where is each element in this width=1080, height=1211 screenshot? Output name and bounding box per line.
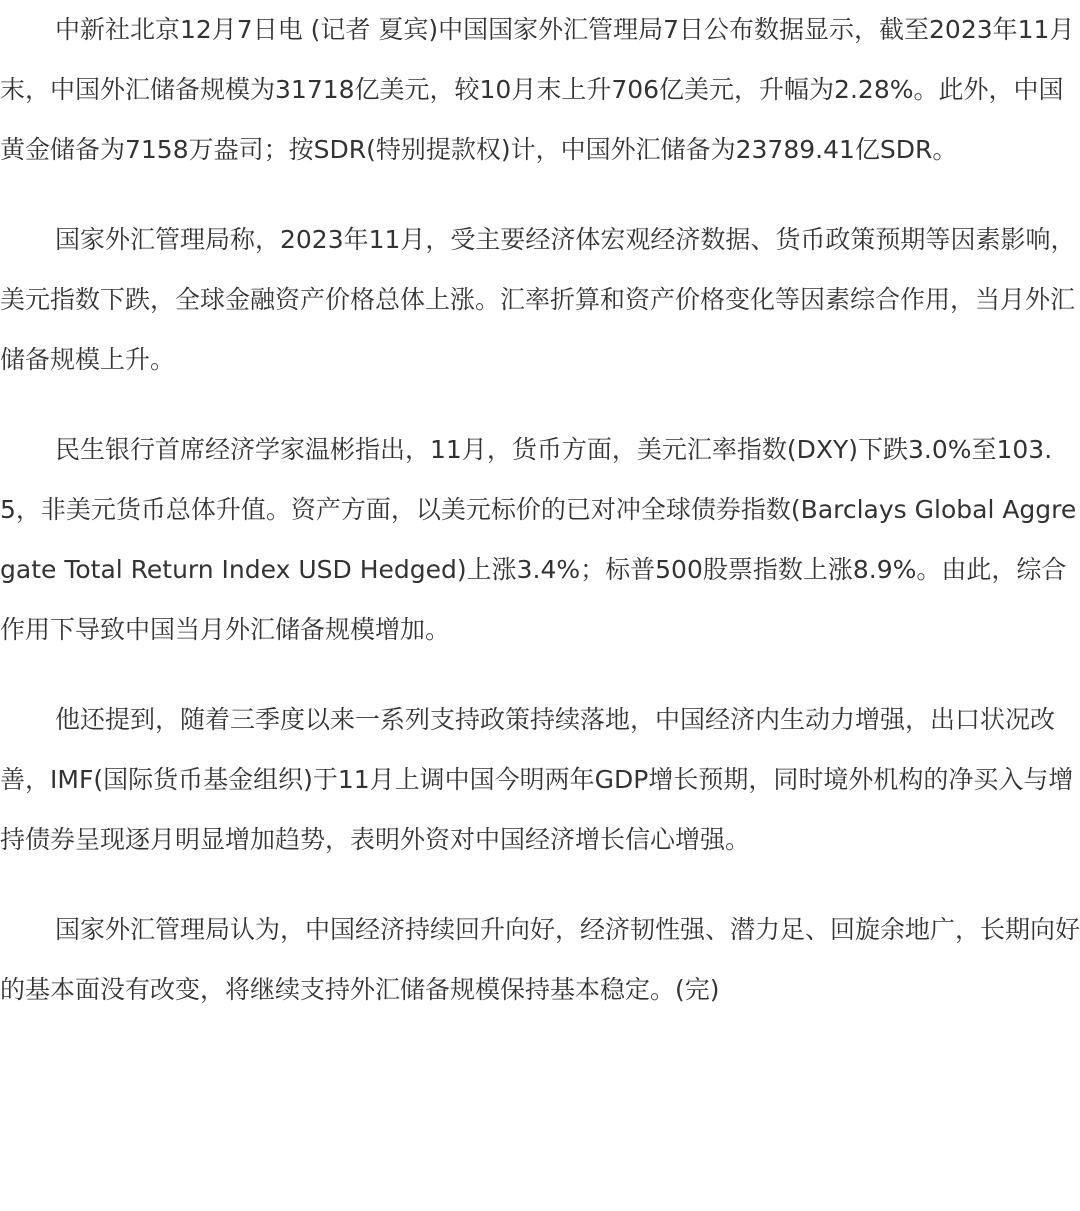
article-paragraph-5: 国家外汇管理局认为，中国经济持续回升向好，经济韧性强、潜力足、回旋余地广，长期向好的基本面没有改变，将继续支持外汇储备规模保持基本稳定。(完) bbox=[0, 915, 1080, 1004]
article-paragraph-4: 他还提到，随着三季度以来一系列支持政策持续落地，中国经济内生动力增强，出口状况改善，IMF(国际货币基金组织)于11月上调中国今明两年GDP增长预期，同时境外机构的净买入与增持债券呈现逐月明显增加趋势，表明外资对中国经济增长信心增强。 bbox=[0, 705, 1074, 854]
article-paragraph-1: 中新社北京12月7日电 (记者 夏宾)中国国家外汇管理局7日公布数据显示，截至2023年11月末，中国外汇储备规模为31718亿美元，较10月末上升706亿美元，升幅为2.28%。此外，中国黄金储备为7158万盎司；按SDR(特别提款权)计，中国外汇储备为23789.41亿SDR。 bbox=[0, 15, 1075, 164]
article-paragraph-3: 民生银行首席经济学家温彬指出，11月，货币方面，美元汇率指数(DXY)下跌3.0%至103.5，非美元货币总体升值。资产方面，以美元标价的已对冲全球债券指数(Barclays Global Aggregate Total Return Index USD Hedged)上涨3.4%；标普500股票指数上涨8.9%。由此，综合作用下导致中国当月外汇储备规模增加。 bbox=[0, 435, 1077, 644]
article-paragraph-2: 国家外汇管理局称，2023年11月，受主要经济体宏观经济数据、货币政策预期等因素影响，美元指数下跌，全球金融资产价格总体上涨。汇率折算和资产价格变化等因素综合作用，当月外汇储备规模上升。 bbox=[0, 225, 1076, 374]
